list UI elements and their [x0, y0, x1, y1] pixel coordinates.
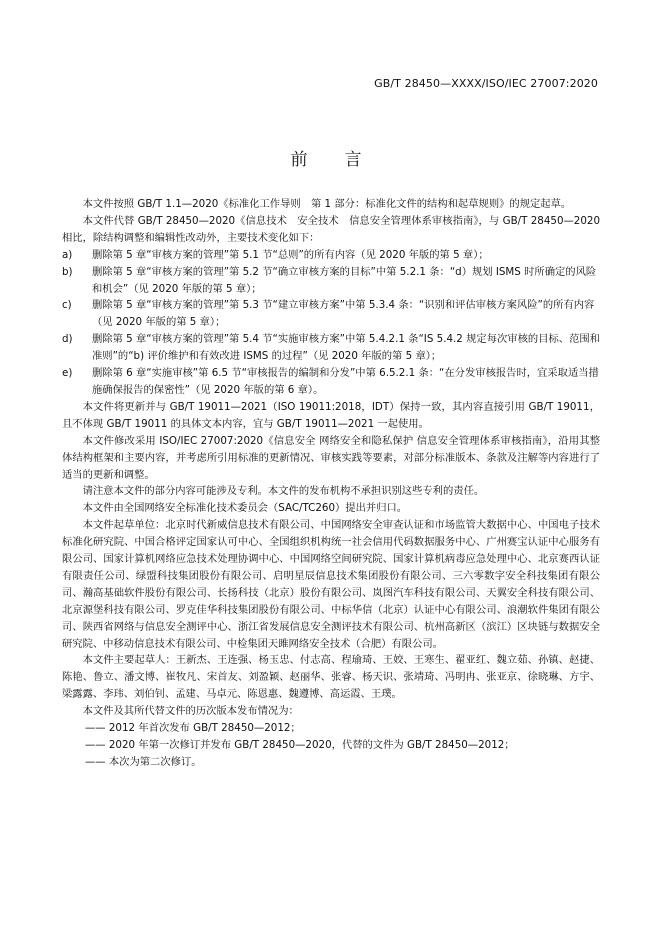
list-text: 删除第 5 章“审核方案的管理”第 5.3 节“建立审核方案”中第 5.3.4 条：“识别和评估审核方案风险”的所有内容（见 2020 年版的第 5 章）；: [92, 299, 595, 329]
list-text: 删除第 5 章“审核方案的管理”第 5.2 节“确立审核方案的目标”中第 5.2.1 条：“d）规划 ISMS 时所确定的风险和机会”（见 2020 年版的第 5 章）；: [92, 265, 597, 295]
foreword-body: [62, 196, 600, 771]
list-marker: e): [62, 367, 73, 380]
history-item: —— 2020 年第一次修订并发布 GB/T 28450—2020，代替的文件为 GB/T 28450—2012；: [85, 739, 515, 751]
list-text: 删除第 6 章“实施审核”第 6.5 节“审核报告的编制和分发”中第 6.5.2.1 条：“在分发审核报告时，宜采取适当措施确保报告的保密性”（见 2020 年版的第 6 章）。: [92, 367, 599, 396]
list-item: [62, 331, 600, 365]
paragraph-drafting-rules: 本文件按照 GB/T 1.1—2020《标准化工作导则 第 1 部分：标准化文件的结构和起草规则》的规定起草。: [82, 198, 572, 210]
paragraph-drafters: 本文件主要起草人：王新杰、王连强、杨玉忠、付志高、程瑜琦、王姣、王寒生、翟亚红、魏立茹、孙镇、赵捷、陈艳、鲁立、潘文博、崔牧凡、宋首友、刘盈颖、赵丽华、张睿、杨天识、张靖琦、冯明冉、张亚京、徐晓琳、方宇、梁露露、李玮、刘伯钊、孟建、马卓元、陈恩惠、魏遵博、高运霞、王璞。: [62, 654, 600, 701]
list-marker: c): [62, 299, 72, 312]
list-item: [62, 365, 600, 399]
paragraph-gbt19011: 本文件将更新并与 GB/T 19011—2021（ISO 19011:2018，IDT）保持一致，其内容直接引用 GB/T 19011，且不体现 GB/T 19011 的具体文本内容，宜与 GB/T 19011—2021 一起使用。: [62, 400, 600, 430]
list-text: 删除第 5 章“审核方案的管理”第 5.4 节“实施审核方案”中第 5.4.2.1 条“IS 5.4.2 规定每次审核的目标、范围和准则”的“b) 评价维护和有效改进 ISMS 的过程”（见 2020 年版的第 5 章）；: [92, 333, 600, 363]
standard-number: GB/T 28450—XXXX/ISO/IEC 27007:2020: [374, 77, 598, 90]
paragraph-committee: 本文件由全国网络安全标准化技术委员会（SAC/TC260）提出并归口。: [82, 502, 408, 515]
list-text: 删除第 5 章“审核方案的管理”第 5.1 节“总则”的所有内容（见 2020 年版的第 5 章）；: [92, 248, 489, 261]
list-marker: d): [62, 333, 73, 346]
paragraph-replacement: 本文件代替 GB/T 28450—2020《信息技术 安全技术 信息安全管理体系审核指南》，与 GB/T 28450—2020 相比，除结构调整和编辑性改动外，主要技术变化如下：: [62, 214, 600, 244]
list-item: [62, 264, 600, 298]
paragraph-history-intro: 本文件及其所代替文件的历次版本发布情况为：: [82, 705, 299, 718]
list-item: [62, 247, 600, 264]
paragraph-adoption: 本文件修改采用 ISO/IEC 27007:2020《信息安全 网络安全和隐私保护 信息安全管理体系审核指南》，沿用其整体结构框架和主要内容，并考虑所引用标准的更新情况、审核实践等要素，对部分标准版本、条款及注解等内容进行了适当的更新和调整。: [62, 434, 600, 481]
history-item: —— 2012 年首次发布 GB/T 28450—2012；: [85, 722, 301, 735]
list-item: [62, 297, 600, 331]
paragraph-patents: 请注意本文件的部分内容可能涉及专利。本文件的发布机构不承担识别这些专利的责任。: [82, 485, 485, 498]
list-marker: b): [62, 265, 73, 278]
list-marker: a): [62, 248, 73, 261]
paragraph-drafting-units: 本文件起草单位：北京时代新威信息技术有限公司、中国网络安全审查认证和市场监管大数据中心、中国电子技术标准化研究院、中国合格评定国家认可中心、全国组织机构统一社会信用代码数据服务中心、广州赛宝认证中心服务有限公司、国家计算机网络应急技术处理协调中心、中国网络空间研究院、国家计算机病毒应急处理中心、北京赛西认证有限责任公司、绿盟科技集团股份有限公司、启明星辰信息技术集团股份有限公司、三六零数字安全科技集团有限公司、瀚高基础软件股份有限公司、长扬科技（北京）股份有限公司、岚图汽车科技有限公司、天翼安全科技有限公司、北京源堡科技有限公司、罗克佳华科技集团股份有限公司、中标华信（北京）认证中心有限公司、浪潮软件集团有限公司、陕西省网络与信息安全测评中心、浙江省发展信息安全测评技术有限公司、杭州高新区（滨江）区块链与数据安全研究院、中移动信息技术有限公司、中检集团天雎网络安全技术（合肥）有限公司。: [62, 519, 600, 650]
page-title: 前 言: [290, 150, 372, 170]
history-item: —— 本次为第二次修订。: [85, 755, 202, 768]
